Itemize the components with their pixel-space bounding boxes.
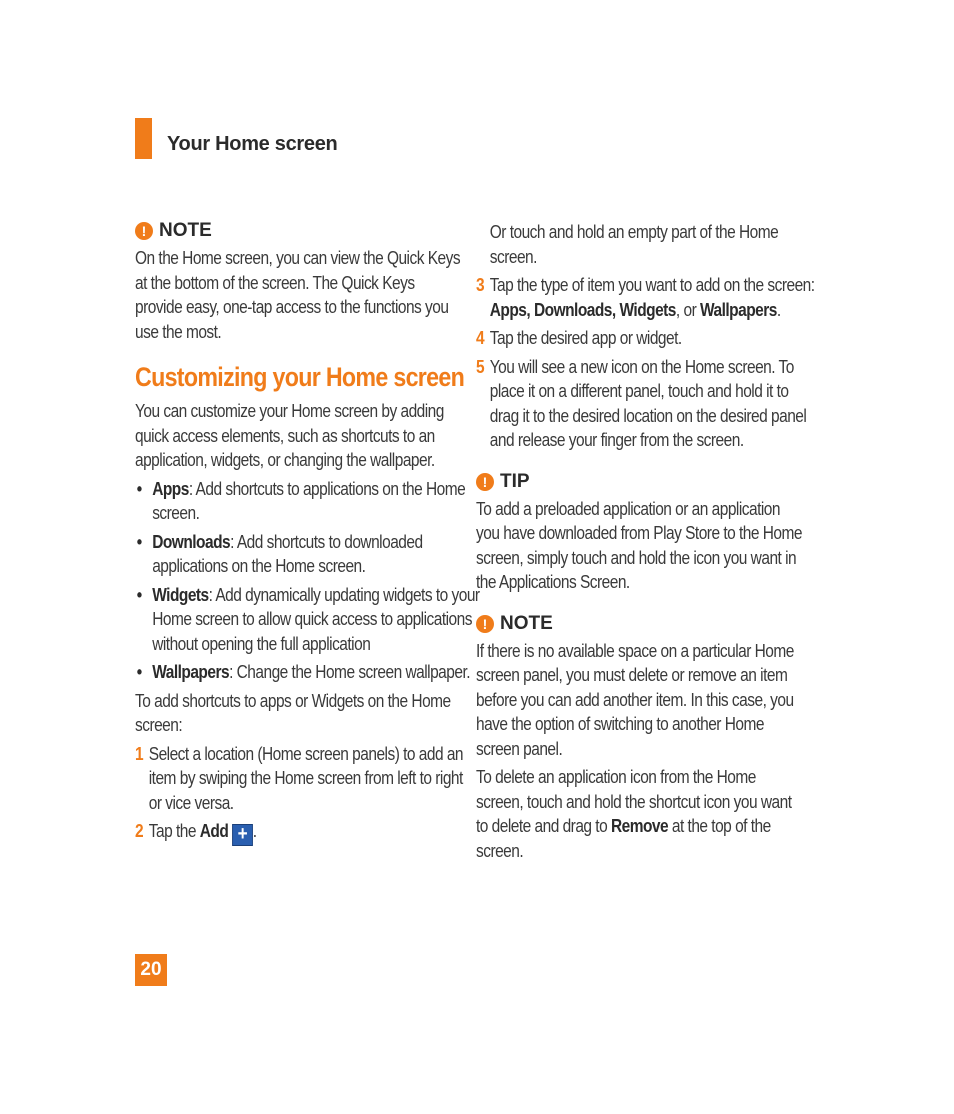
remove-label: Remove (610, 816, 669, 836)
item-types: Apps, Downloads, Widgets (489, 299, 676, 320)
step-number: 5 (476, 356, 485, 377)
exclamation-icon: ! (476, 615, 494, 633)
step-text-post: . (776, 299, 781, 320)
page-number: 20 (135, 954, 167, 986)
step-text-pre: Tap the type of item you want to add on the screen: (489, 275, 815, 295)
section-intro: You can customize your Home screen by adding quick access elements, such as shortcuts to an application, widgets, or changing the wallpaper. (135, 401, 444, 470)
step-number: 2 (135, 821, 144, 841)
section-title: Customizing your Home screen (135, 362, 465, 392)
bullet-desc: : Add dynamically updating widgets to your Home screen to allow quick access to applications without opening the full application (152, 584, 480, 654)
plus-icon: + (232, 824, 253, 846)
step-2 (135, 819, 478, 846)
note-heading (135, 220, 465, 242)
step-text: You will see a new icon on the Home screen. To place it on a different panel, touch and hold it to drag it to the desired location on the desired panel and release your finger from the screen. (489, 356, 807, 450)
tip-text: To add a preloaded application or an application you have downloaded from Play Store to the Home screen, simply touch and hold the icon you want in the Applications Screen. (476, 498, 802, 592)
bullet-dot: • (136, 662, 142, 682)
right-column (476, 220, 815, 863)
step-text: Or touch and hold an empty part of the Home screen. (489, 222, 779, 267)
step-text-pre: Tap the (148, 821, 200, 841)
note-text-2-post: at the top of the screen. (476, 816, 771, 861)
step-1 (135, 742, 478, 816)
bullet-item-widgets (135, 583, 481, 657)
header-accent-bar (135, 118, 152, 159)
step-number: 3 (476, 275, 485, 295)
step-4 (476, 326, 819, 351)
step-number: 1 (135, 743, 144, 764)
bullet-item-apps (135, 477, 481, 526)
bullet-dot: • (136, 531, 142, 552)
step-text-post: . (252, 821, 257, 841)
left-column (135, 220, 480, 846)
bullet-term: Wallpapers (152, 662, 230, 682)
note-text-2 (476, 765, 805, 863)
bullet-desc: : Change the Home screen wallpaper. (229, 662, 471, 682)
note-label: NOTE (500, 612, 553, 634)
step-2-continued (476, 220, 819, 269)
bullet-term: Widgets (152, 584, 209, 605)
bullet-dot: • (136, 478, 142, 499)
note-text-1: If there is no available space on a particular Home screen panel, you must delete or remove an item before you can add another item. In this case, you have the option of switching to another Home screen panel. (476, 640, 794, 759)
bullet-term: Apps (152, 478, 189, 499)
exclamation-icon: ! (135, 222, 153, 240)
step-text-mid: , or (675, 299, 701, 320)
add-label: Add (199, 821, 229, 841)
page-header-title: Your Home screen (167, 133, 338, 155)
bullet-term: Downloads (152, 531, 231, 552)
bullet-desc: : Add shortcuts to downloaded applications on the Home screen. (152, 531, 423, 576)
add-shortcuts-intro: To add shortcuts to apps or Widgets on the Home screen: (135, 690, 451, 735)
step-3 (476, 273, 819, 322)
bullet-item-wallpapers (135, 660, 481, 685)
step-text: Select a location (Home screen panels) to add an item by swiping the Home screen from left to right or vice versa. (148, 743, 464, 813)
note-label: NOTE (159, 220, 212, 241)
exclamation-icon: ! (476, 473, 494, 491)
note-heading-2 (476, 613, 806, 635)
wallpapers-label: Wallpapers (700, 299, 777, 320)
tip-heading (476, 471, 806, 493)
bullet-dot: • (136, 584, 142, 605)
note-text: On the Home screen, you can view the Quick Keys at the bottom of the screen. The Quick Keys provide easy, one-tap access to the functions you use the most. (135, 248, 461, 342)
bullet-desc: : Add shortcuts to applications on the Home screen. (152, 478, 466, 523)
bullet-item-downloads (135, 530, 481, 579)
step-text: Tap the desired app or widget. (489, 328, 682, 348)
step-number: 4 (476, 328, 485, 348)
step-5 (476, 355, 819, 453)
tip-label: TIP (500, 470, 530, 492)
note-text-2-pre: To delete an application icon from the Home screen, touch and hold the shortcut icon you want to delete and drag to (476, 767, 792, 836)
